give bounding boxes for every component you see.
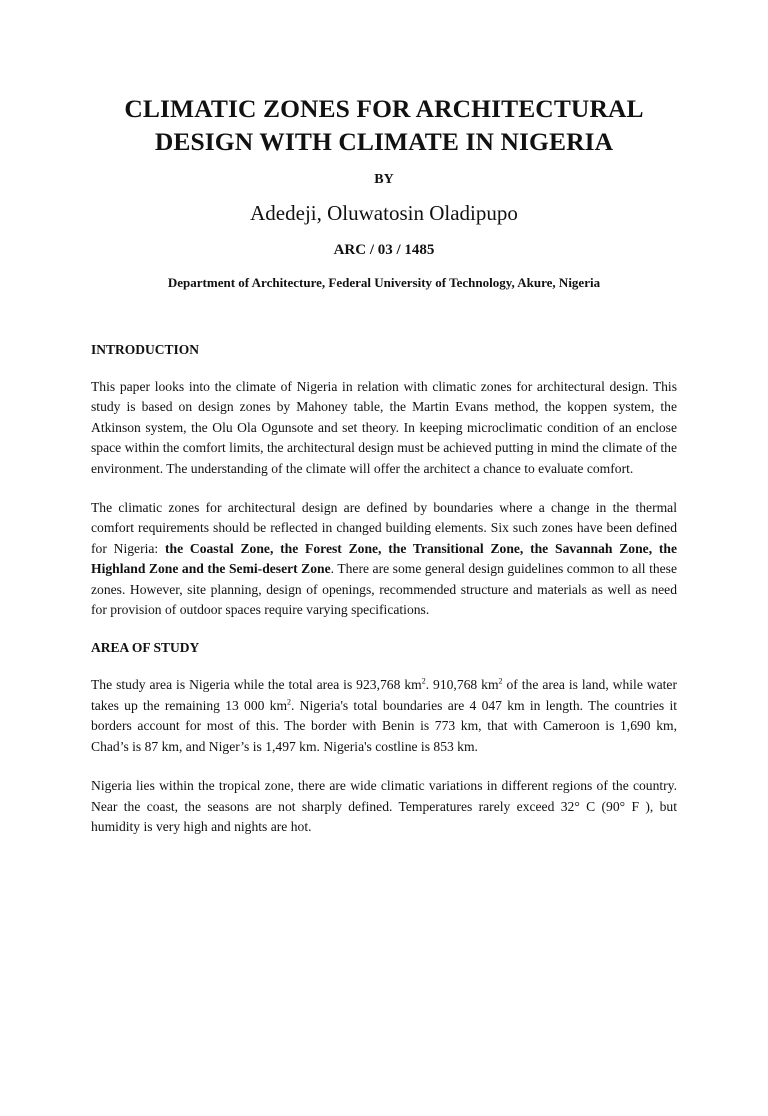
- paper-title: [91, 92, 677, 158]
- para-text: The study area is Nigeria while the total area is 923,768 km: [91, 677, 422, 693]
- para-text: . There are some general design guidelines common to all these zones. However, site planning, design of openings, recommended structure and materials as well as need for provision of outdoor spaces require varying specifications.: [91, 561, 678, 618]
- para-text: . Nigeria's total boundaries are 4 047 km in length. The countries it borders account for most of this. The border with Benin is 773 km, that with Cameroon is 1,690 km, Chad’s is 87 km, and Niger’s is 1,497 km. Nigeria's costline is 853 km.: [91, 697, 677, 754]
- title-line-2: DESIGN WITH CLIMATE IN NIGERIA: [154, 127, 614, 156]
- author-name: Adedeji, Oluwatosin Oladipupo: [250, 201, 518, 225]
- document-page: [0, 92, 768, 1116]
- area-of-study-paragraph-2: [91, 776, 677, 837]
- area-of-study-heading: AREA OF STUDY: [91, 640, 200, 656]
- area-of-study-paragraph-1: [91, 675, 677, 757]
- introduction-heading: INTRODUCTION: [91, 342, 200, 357]
- introduction-paragraph-1: This paper looks into the climate of Nigeria in relation with climatic zones for architectural design. This study is based on design zones by Mahoney table, the Martin Evans method, the koppen system, the Atkinson system, the Olu Ola Ogunsote and set theory. In keeping microclimatic condition of an enclose space within the comfort limits, the architectural design must be achieved putting in mind the climate of the environment. The understanding of the climate will offer the architect a chance to evaluate comfort.: [91, 379, 677, 476]
- zones-list-bold: the Coastal Zone, the Forest Zone, the Transitional Zone, the Savannah Zone, the Highland Zone and the Semi-desert Zone: [91, 540, 678, 577]
- by-label: BY: [374, 172, 394, 187]
- para-text: F ), but humidity is very high and nights are hot.: [91, 798, 677, 834]
- degree-symbol: °: [619, 798, 626, 814]
- para-text: The climatic zones for architectural design are defined by boundaries where a change in the thermal comfort requirements should be reflected in changed building elements. Six such zones have been defined for Nigeria:: [91, 500, 677, 556]
- title-line-1: CLIMATIC ZONES FOR ARCHITECTURAL: [124, 94, 644, 123]
- superscript: 2: [498, 676, 503, 686]
- area-of-study-section: [91, 638, 677, 837]
- para-text: . 910,768 km: [425, 677, 499, 693]
- department-affiliation: Department of Architecture, Federal University of Technology, Akure, Nigeria: [167, 275, 601, 290]
- superscript: 2: [287, 697, 292, 707]
- superscript: 2: [421, 676, 426, 686]
- introduction-paragraph-2: [91, 498, 677, 620]
- introduction-section: [91, 340, 677, 620]
- degree-symbol: °: [574, 798, 580, 814]
- para-text: C (90: [579, 798, 620, 814]
- para-text: of the area is land, while water takes up the remaining 13 000 km: [91, 677, 677, 713]
- para-text: Nigeria lies within the tropical zone, there are wide climatic variations in different regions of the country. Near the coast, the seasons are not sharply defined. Temperatures rarely exceed 32: [91, 778, 677, 814]
- registration-number: ARC / 03 / 1485: [333, 242, 435, 258]
